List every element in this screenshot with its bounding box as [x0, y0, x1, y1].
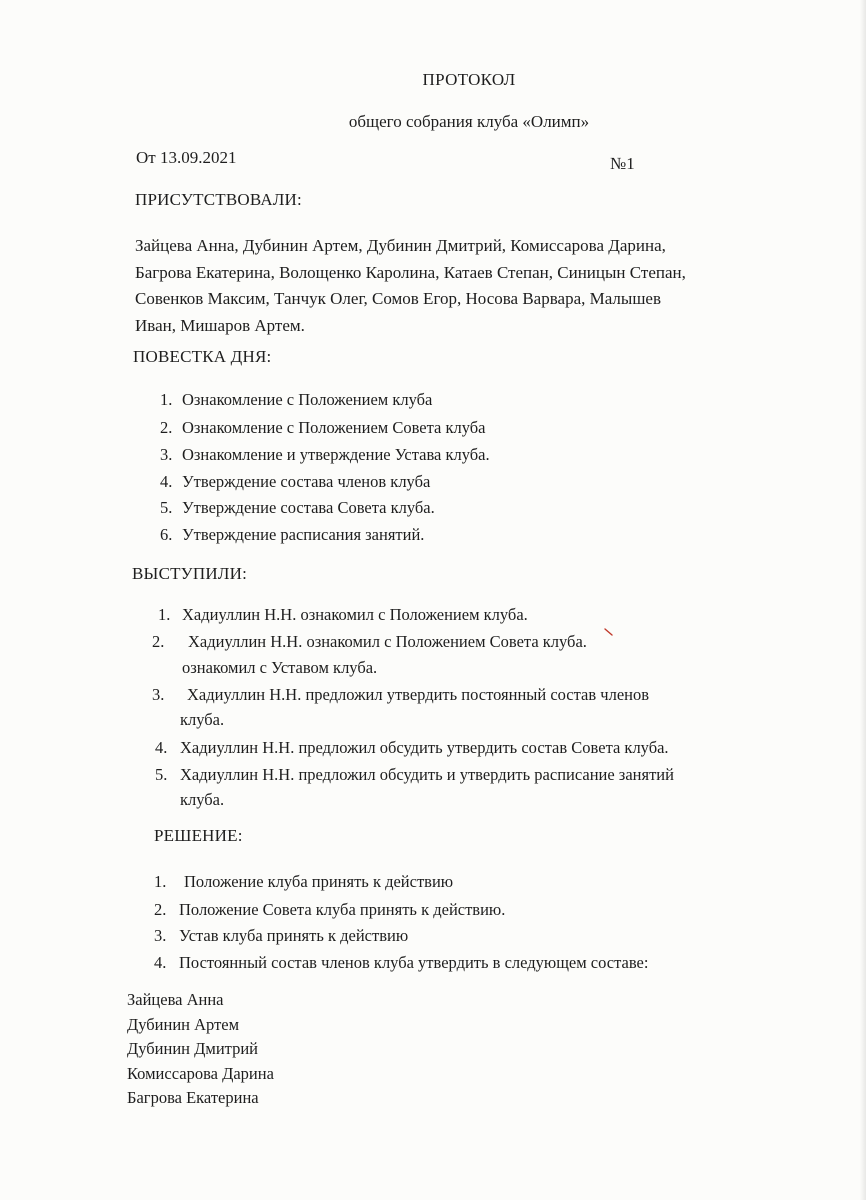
spoke-item-continuation: клуба. [180, 710, 225, 729]
agenda-item-text: Утверждение состава Совета клуба. [182, 498, 435, 517]
spoke-item-number: 2. [152, 632, 165, 651]
attendees-line: Багрова Екатерина, Волощенко Каролина, Катаев Степан, Синицын Степан, [135, 262, 686, 282]
document-subtitle: общего собрания клуба «Олимп» [348, 112, 590, 131]
spoke-item-number: 1. [158, 605, 171, 624]
attendees-line: Иван, Мишаров Артем. [135, 315, 305, 335]
spoke-item-text: Хадиуллин Н.Н. предложил обсудить утвердить состав Совета клуба. [180, 738, 669, 757]
spoke-item-text: Хадиуллин Н.Н. ознакомил с Положением Совета клуба. [188, 632, 587, 651]
decision-item-number: 2. [154, 900, 167, 919]
spoke-item-number: 5. [155, 765, 168, 784]
members-list [127, 988, 274, 1111]
agenda-item-number: 3. [160, 445, 173, 464]
agenda-item-number: 4. [160, 472, 173, 491]
decision-item-text: Положение клуба принять к действию [184, 872, 454, 891]
spoke-item-continuation: ознакомил с Уставом клуба. [182, 658, 378, 677]
decision-item-number: 3. [154, 926, 167, 945]
spoke-item-number: 4. [155, 738, 168, 757]
agenda-item-number: 6. [160, 525, 173, 544]
agenda-item-text: Ознакомление с Положением клуба [182, 390, 433, 409]
spoke-item-text: Хадиуллин Н.Н. предложил обсудить и утвердить расписание занятий [180, 765, 674, 784]
agenda-item-number: 2. [160, 418, 173, 437]
attendees-line: Зайцева Анна, Дубинин Артем, Дубинин Дмитрий, Комиссарова Дарина, [135, 236, 666, 255]
spoke-item-number: 3. [152, 685, 165, 704]
document-number: №1 [610, 154, 635, 173]
spoke-item-text: Хадиуллин Н.Н. ознакомил с Положением клуба. [182, 605, 528, 624]
agenda-item-text: Утверждение состава членов клуба [182, 472, 431, 491]
member-name: Багрова Екатерина [127, 1088, 259, 1107]
document-date: От 13.09.2021 [136, 148, 237, 167]
decision-item-text: Устав клуба принять к действию [179, 926, 409, 945]
decision-item-number: 4. [154, 953, 167, 972]
member-name: Зайцева Анна [127, 990, 224, 1009]
agenda-item-text: Ознакомление и утверждение Устава клуба. [182, 445, 490, 464]
spoke-item-text: Хадиуллин Н.Н. предложил утвердить постоянный состав членов [187, 685, 650, 704]
spoke-heading: ВЫСТУПИЛИ: [132, 564, 248, 583]
member-name: Комиссарова Дарина [127, 1063, 274, 1083]
document-title: ПРОТОКОЛ [422, 70, 516, 89]
attendees-list [135, 233, 686, 339]
scan-edge-shadow [860, 0, 866, 1200]
member-name: Дубинин Артем [127, 1014, 240, 1034]
decision-item-text: Постоянный состав членов клуба утвердить в следующем составе: [179, 953, 649, 972]
member-name: Дубинин Дмитрий [127, 1039, 258, 1058]
decision-heading: РЕШЕНИЕ: [154, 826, 243, 845]
agenda-item-number: 5. [160, 498, 173, 517]
spoke-item-continuation: клуба. [180, 790, 225, 809]
decision-item-number: 1. [154, 872, 167, 891]
agenda-item-text: Утверждение расписания занятий. [182, 525, 425, 544]
pen-mark-icon [604, 628, 614, 638]
agenda-item-number: 1. [160, 390, 173, 409]
agenda-item-text: Ознакомление с Положением Совета клуба [182, 418, 486, 437]
present-heading: ПРИСУТСТВОВАЛИ: [135, 190, 302, 209]
decision-item-text: Положение Совета клуба принять к действию. [179, 900, 506, 919]
attendees-line: Совенков Максим, Танчук Олег, Сомов Егор, Носова Варвара, Малышев [135, 289, 661, 308]
agenda-heading: ПОВЕСТКА ДНЯ: [133, 347, 272, 366]
